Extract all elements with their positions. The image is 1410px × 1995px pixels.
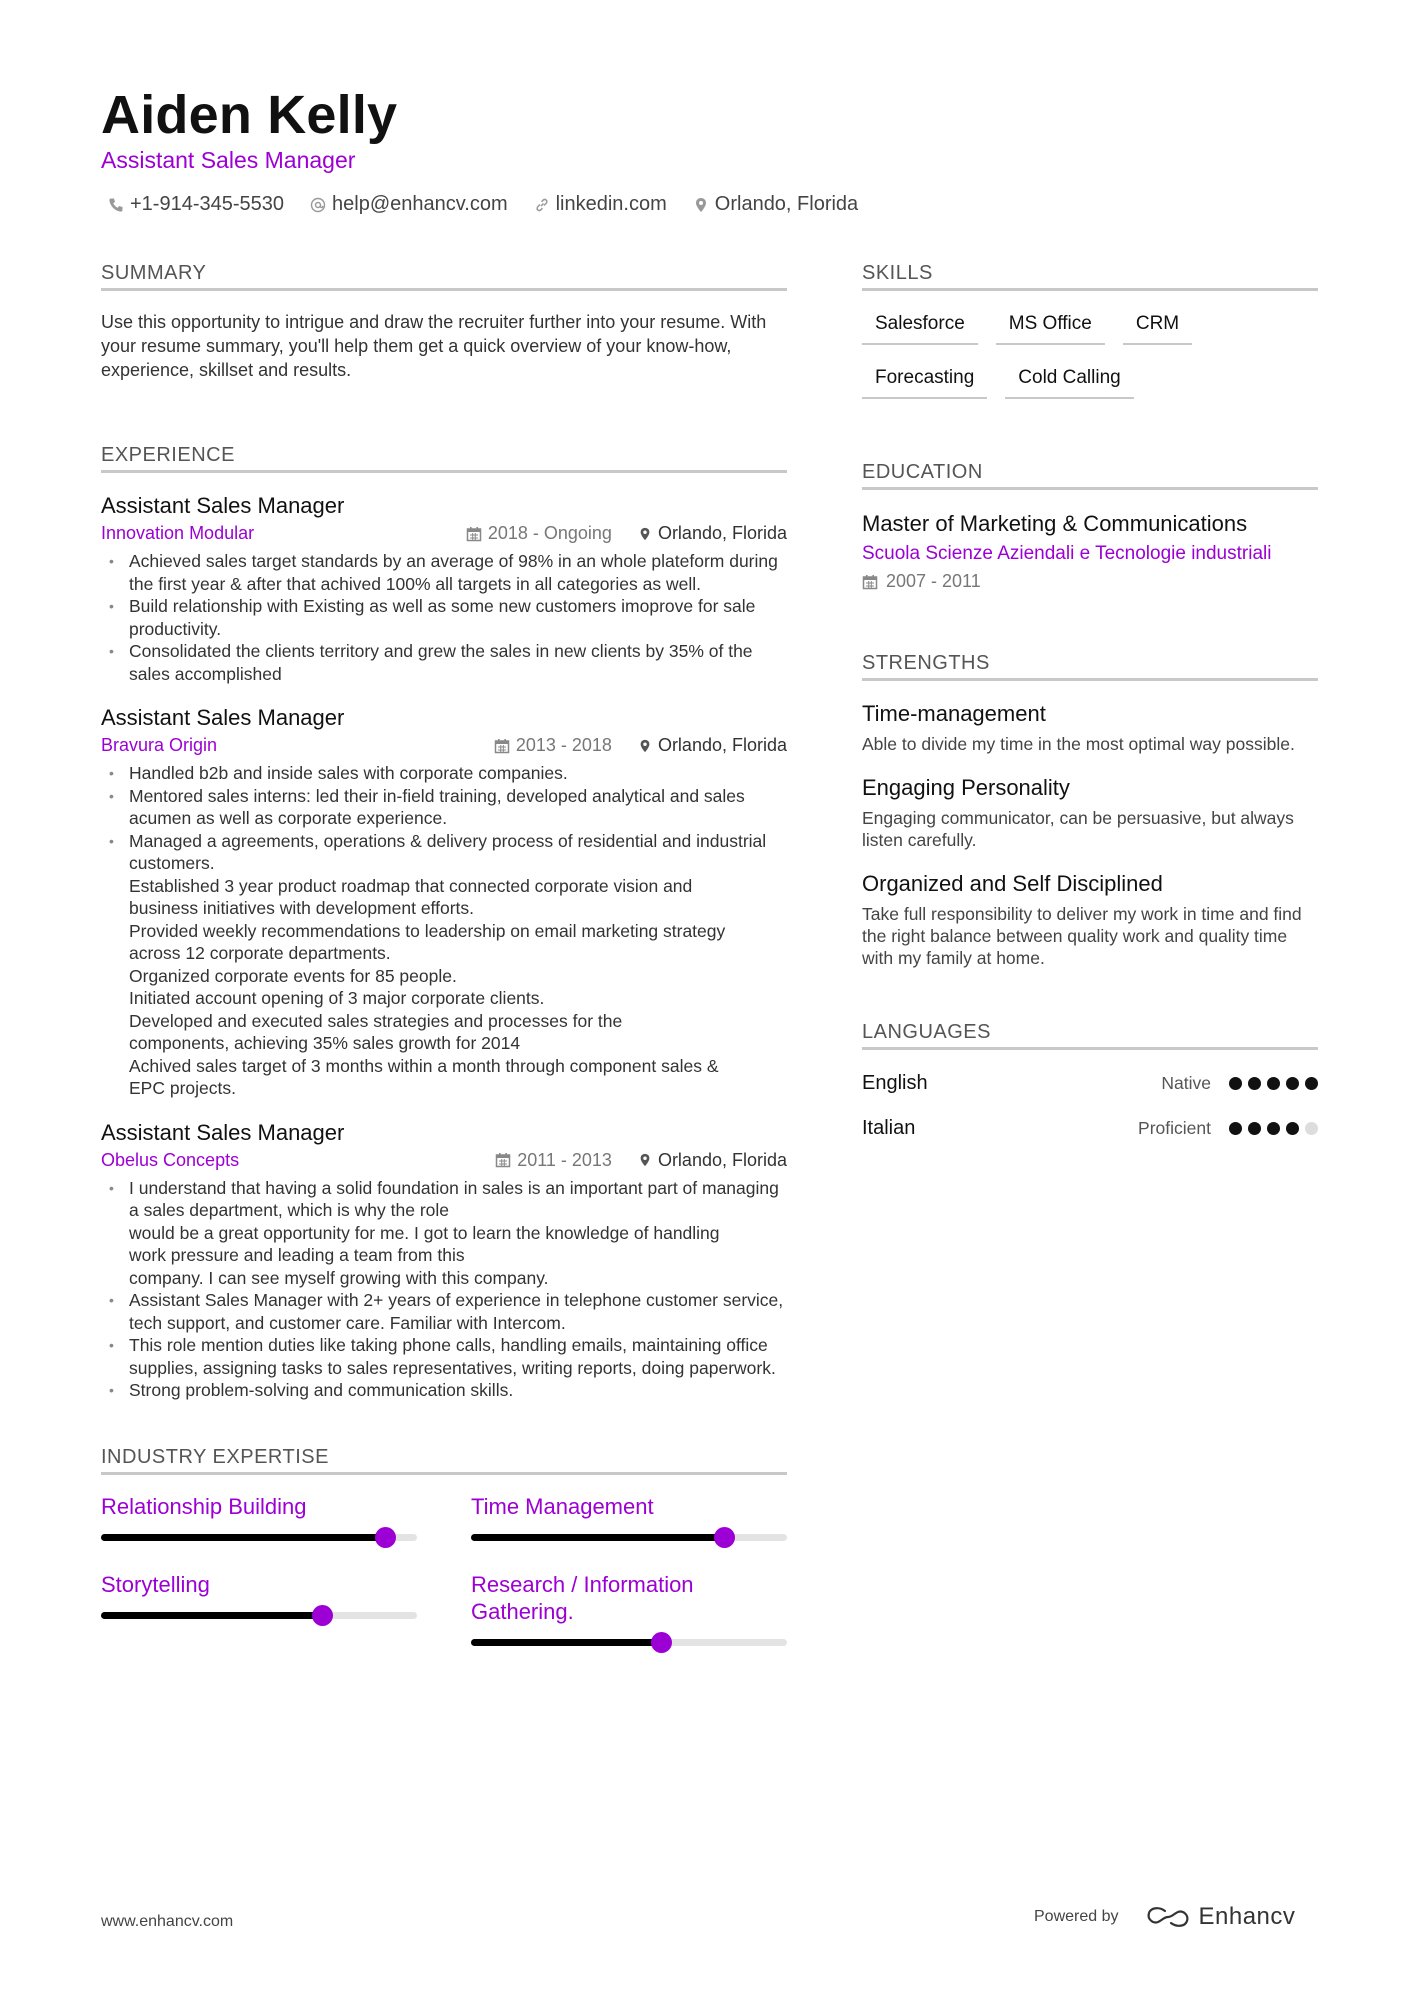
skills-row [862,357,1318,399]
enhancv-logo-icon [1145,1905,1191,1929]
job-bullets [101,1177,787,1402]
contact-linkedin[interactable] [534,193,667,216]
skill-tag: Forecasting [862,357,987,399]
proficiency-dot-filled [1248,1122,1261,1135]
job-dates-text: 2013 - 2018 [515,735,612,755]
job-location [638,523,787,544]
job-bullet-line: company. I can see myself growing with this company. [129,1267,549,1288]
footer-website[interactable]: www.enhancv.com [101,1913,234,1930]
calendar-icon [862,574,878,590]
job-meta [101,735,787,756]
proficiency-dot-filled [1267,1122,1280,1135]
left-column [101,262,787,1646]
summary-text: Use this opportunity to intrigue and draw the recruiter further into your resume. With your resume summary, you'll help them get a quick overview of your know-how, experience, skillset and results. [101,312,767,380]
job-title: Assistant Sales Manager [101,1119,345,1145]
expertise-label: Research / Information Gathering. [471,1571,694,1624]
job-line: Developed and executed sales strategies and processes for the components, achieving 35% sales growth for 2014 [129,1010,623,1053]
proficiency-dot-filled [1248,1077,1261,1090]
skill-tag: MS Office [996,303,1105,345]
education-school: Scuola Scienze Aziendali e Tecnologie industriali [862,543,1272,564]
job-dates [495,1150,612,1171]
education-dates-text: 2007 - 2011 [886,571,981,591]
strength-item [862,701,1318,755]
job-meta [101,1150,787,1171]
job-location [638,1150,787,1171]
expertise-bar [471,1534,787,1541]
linkedin-text: linkedin.com [555,193,667,215]
phone-icon [108,197,124,213]
job-bullet-line: would be a great opportunity for me. I got to learn the knowledge of handling work pressure and leading a team from this [129,1222,720,1265]
skill-tag: Salesforce [862,303,978,345]
job-line: Established 3 year product roadmap that connected corporate vision and business initiatives with development efforts. [129,875,693,918]
calendar-icon [495,1152,511,1168]
expertise-bar-knob [714,1527,735,1548]
job-bullet: • Build relationship with Existing as well as some new customers imoprove for sale productivity. [101,595,787,640]
job-line: Initiated account opening of 3 major corporate clients. [129,988,545,1008]
education-dates [862,571,1318,592]
experience-entry [101,1120,787,1402]
link-icon [534,197,550,213]
location-pin-icon [638,738,652,754]
industry-expertise-title: INDUSTRY EXPERTISE [101,1446,787,1475]
expertise-bar-fill [101,1534,385,1541]
proficiency-dot-filled [1286,1122,1299,1135]
language-dots [1229,1077,1318,1090]
candidate-name: Aiden Kelly [101,85,398,145]
job-bullet: • Strong problem-solving and communication skills. [101,1379,787,1402]
contact-bar [108,193,858,216]
job-title: Assistant Sales Manager [101,705,345,730]
job-bullet-line: • I understand that having a solid foundation in sales is an important part of managing a sales department, which is why the role [129,1177,779,1220]
expertise-item [471,1571,787,1646]
enhancv-logo[interactable] [1145,1903,1296,1931]
contact-phone[interactable] [108,193,284,216]
company-name: Bravura Origin [101,735,218,755]
right-column [862,262,1318,1140]
language-dots [1229,1122,1318,1135]
job-location-text: Orlando, Florida [657,523,787,543]
expertise-bar-fill [471,1534,724,1541]
expertise-label: Storytelling [101,1571,210,1597]
strength-desc: Able to divide my time in the most optimal way possible. [862,734,1295,754]
email-text: help@enhancv.com [332,193,508,215]
job-location [638,735,787,756]
proficiency-dot-filled [1305,1077,1318,1090]
phone-text: +1-914-345-5530 [130,193,285,215]
experience-entry [101,493,787,685]
powered-by-label: Powered by [1034,1908,1119,1925]
language-row [862,1072,1318,1095]
at-icon [310,197,326,213]
job-dates [494,735,612,756]
calendar-icon [466,526,482,542]
proficiency-dot-filled [1286,1077,1299,1090]
strength-title: Engaging Personality [862,775,1070,800]
expertise-item [101,1571,417,1646]
job-bullet: • Assistant Sales Manager with 2+ years of experience in telephone customer service, tech support, and customer care. Familiar with Intercom. [101,1289,787,1334]
skills-title: SKILLS [862,262,1318,291]
brand-name: Enhancv [1198,1903,1296,1930]
company-name: Innovation Modular [101,523,255,543]
candidate-role: Assistant Sales Manager [101,147,356,173]
strength-desc: Engaging communicator, can be persuasive, but always listen carefully. [862,808,1294,850]
job-bullet: • Achieved sales target standards by an average of 98% in an whole plateform during the first year & after that achived 100% all targets in all categories as well. [101,550,787,595]
education-degree: Master of Marketing & Communications [862,511,1248,536]
industry-expertise-grid [101,1493,787,1646]
proficiency-dot-filled [1229,1122,1242,1135]
expertise-bar-knob [651,1632,672,1653]
skill-tag: Cold Calling [1005,357,1133,399]
skills-row [862,303,1318,345]
expertise-bar [471,1639,787,1646]
experience-entry [101,705,787,1100]
strength-item [862,871,1318,969]
job-bullet [101,1177,787,1290]
expertise-item [471,1493,787,1541]
job-dates-text: 2011 - 2013 [517,1149,612,1170]
strength-desc: Take full responsibility to deliver my work in time and find the right balance between quality work and quality time with my family at home. [862,904,1302,968]
location-pin-icon [693,197,709,213]
language-name: Italian [862,1117,916,1139]
strengths-title: STRENGTHS [862,652,1318,681]
location-text: Orlando, Florida [714,193,859,215]
proficiency-dot-filled [1267,1077,1280,1090]
job-location-text: Orlando, Florida [657,1149,787,1170]
location-pin-icon [638,526,652,542]
languages-title: LANGUAGES [862,1021,1318,1050]
contact-location [693,193,858,216]
company-name: Obelus Concepts [101,1149,240,1170]
language-level: Proficient [1138,1118,1211,1138]
summary-title: SUMMARY [101,262,787,291]
expertise-bar-knob [375,1527,396,1548]
expertise-bar [101,1612,417,1619]
job-dates-text: 2018 - Ongoing [487,523,612,543]
job-bullet: • Consolidated the clients territory and grew the sales in new clients by 35% of the sales accomplished [101,640,787,685]
language-name: English [862,1072,928,1094]
strength-item [862,775,1318,851]
job-bullets [101,762,787,1100]
strength-title: Organized and Self Disciplined [862,871,1163,896]
expertise-bar [101,1534,417,1541]
footer-branding [1034,1903,1295,1931]
job-line: Achived sales target of 3 months within a month through component sales & EPC projects. [129,1055,719,1098]
language-row [862,1117,1318,1140]
location-pin-icon [638,1152,652,1168]
expertise-bar-fill [101,1612,322,1619]
calendar-icon [494,738,510,754]
job-bullet: • Mentored sales interns: led their in-field training, developed analytical and sales acumen as well as corporate experience. [101,785,787,830]
skill-tag: CRM [1123,303,1192,345]
job-dates [466,523,612,544]
strength-title: Time-management [862,701,1046,726]
expertise-label: Relationship Building [101,1493,307,1519]
expertise-bar-fill [471,1639,661,1646]
contact-email[interactable] [310,193,508,216]
expertise-item [101,1493,417,1541]
expertise-bar-knob [312,1605,333,1626]
job-bullet: • This role mention duties like taking phone calls, handling emails, maintaining office supplies, assigning tasks to sales representatives, writing reports, doing paperwork. [101,1334,787,1379]
job-bullet: • Handled b2b and inside sales with corporate companies. [101,762,787,785]
job-line: Organized corporate events for 85 people. [129,965,457,986]
job-line: Provided weekly recommendations to leadership on email marketing strategy across 12 corporate departments. [129,920,726,963]
job-bullet: • Managed a agreements, operations & delivery process of residential and industrial customers. [101,830,787,875]
education-title: EDUCATION [862,461,1318,490]
experience-title: EXPERIENCE [101,444,787,473]
proficiency-dot-filled [1229,1077,1242,1090]
job-meta [101,523,787,544]
job-location-text: Orlando, Florida [657,735,787,755]
job-title: Assistant Sales Manager [101,493,345,518]
job-bullets [101,550,787,685]
expertise-label: Time Management [471,1493,654,1519]
proficiency-dot-empty [1305,1122,1318,1135]
language-level: Native [1161,1073,1211,1093]
